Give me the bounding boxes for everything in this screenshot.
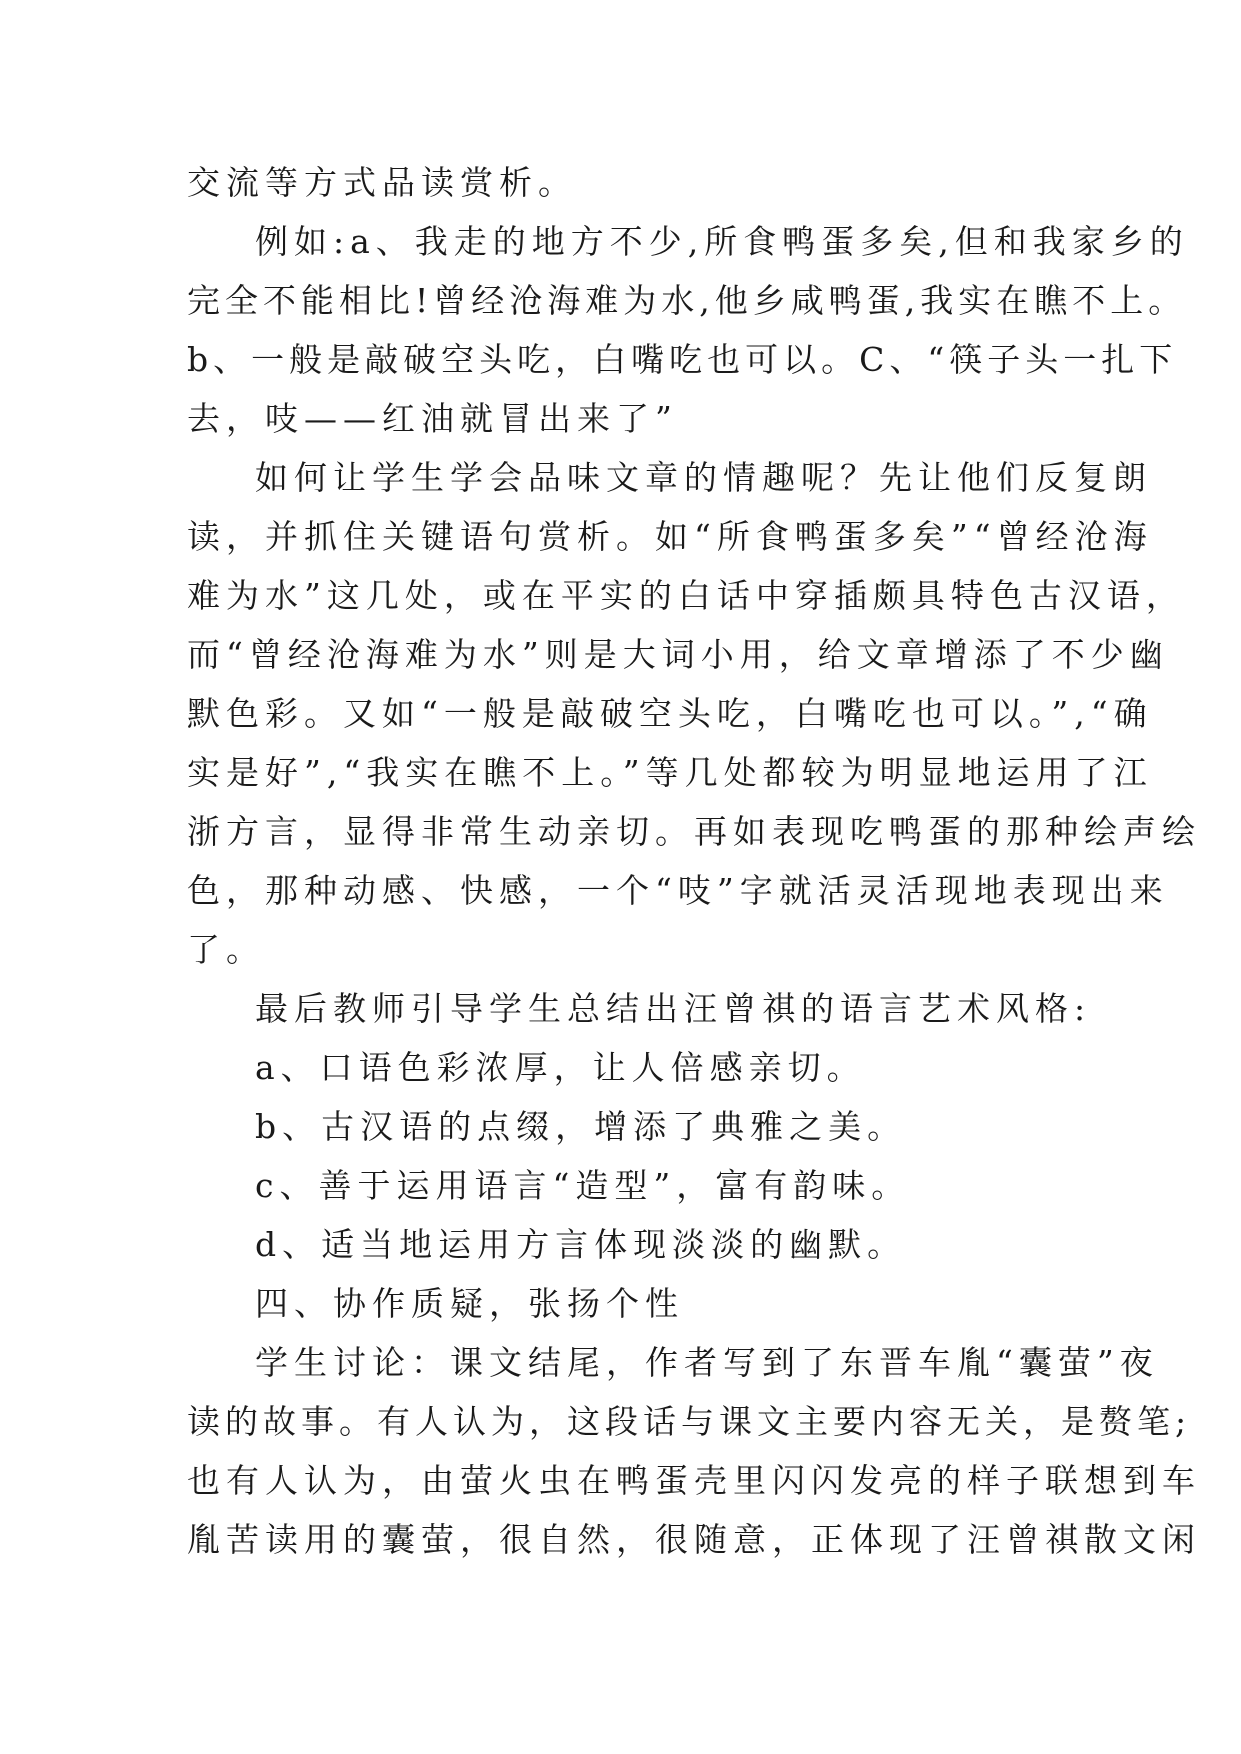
text-line: 例如:a、我走的地方不少,所食鸭蛋多矣,但和我家乡的 xyxy=(255,222,1189,261)
list-item: a、口语色彩浓厚，让人倍感亲切。 xyxy=(255,1048,866,1087)
section-heading: 四、协作质疑，张扬个性 xyxy=(255,1284,684,1323)
text-line: 色，那种动感、快感，一个“吱”字就活灵活现地表现出来 xyxy=(187,871,1169,910)
text-line: 难为水”这几处，或在平实的白话中穿插颇具特色古汉语， xyxy=(187,576,1185,615)
text-line: 如何让学生学会品味文章的情趣呢？先让他们反复朗 xyxy=(255,458,1152,497)
list-item: d、适当地运用方言体现淡淡的幽默。 xyxy=(255,1225,907,1264)
text-line: 读的故事。有人认为，这段话与课文主要内容无关，是赘笔; xyxy=(187,1402,1192,1441)
list-item: c、善于运用语言“造型”，富有韵味。 xyxy=(255,1166,911,1205)
text-line: 读，并抓住关键语句赏析。如“所食鸭蛋多矣”“曾经沧海 xyxy=(187,517,1153,556)
text-line: 胤苦读用的囊萤，很自然，很随意，正体现了汪曾祺散文闲 xyxy=(187,1520,1201,1559)
text-line: 默色彩。又如“一般是敲破空头吃，白嘴吃也可以。”,“确 xyxy=(187,694,1153,733)
text-line: b、一般是敲破空头吃，白嘴吃也可以。C、“筷子头一扎下 xyxy=(187,340,1178,379)
list-item: b、古汉语的点缀，增添了典雅之美。 xyxy=(255,1107,907,1146)
text-line: 也有人认为，由萤火虫在鸭蛋壳里闪闪发亮的样子联想到车 xyxy=(187,1461,1201,1500)
text-line: 实是好”,“我实在瞧不上。”等几处都较为明显地运用了江 xyxy=(187,753,1153,792)
text-line: 完全不能相比!曾经沧海难为水,他乡咸鸭蛋,我实在瞧不上。 xyxy=(187,281,1187,320)
text-line: 了。 xyxy=(187,930,265,969)
text-line: 最后教师引导学生总结出汪曾祺的语言艺术风格: xyxy=(255,989,1092,1028)
text-line: 去，吱——红油就冒出来了” xyxy=(187,399,678,438)
text-line: 学生讨论：课文结尾，作者写到了东晋车胤“囊萤”夜 xyxy=(255,1343,1159,1382)
text-line: 交流等方式品读赏析。 xyxy=(187,163,577,202)
text-line: 而“曾经沧海难为水”则是大词小用，给文章增添了不少幽 xyxy=(187,635,1169,674)
text-line: 浙方言，显得非常生动亲切。再如表现吃鸭蛋的那种绘声绘 xyxy=(187,812,1201,851)
